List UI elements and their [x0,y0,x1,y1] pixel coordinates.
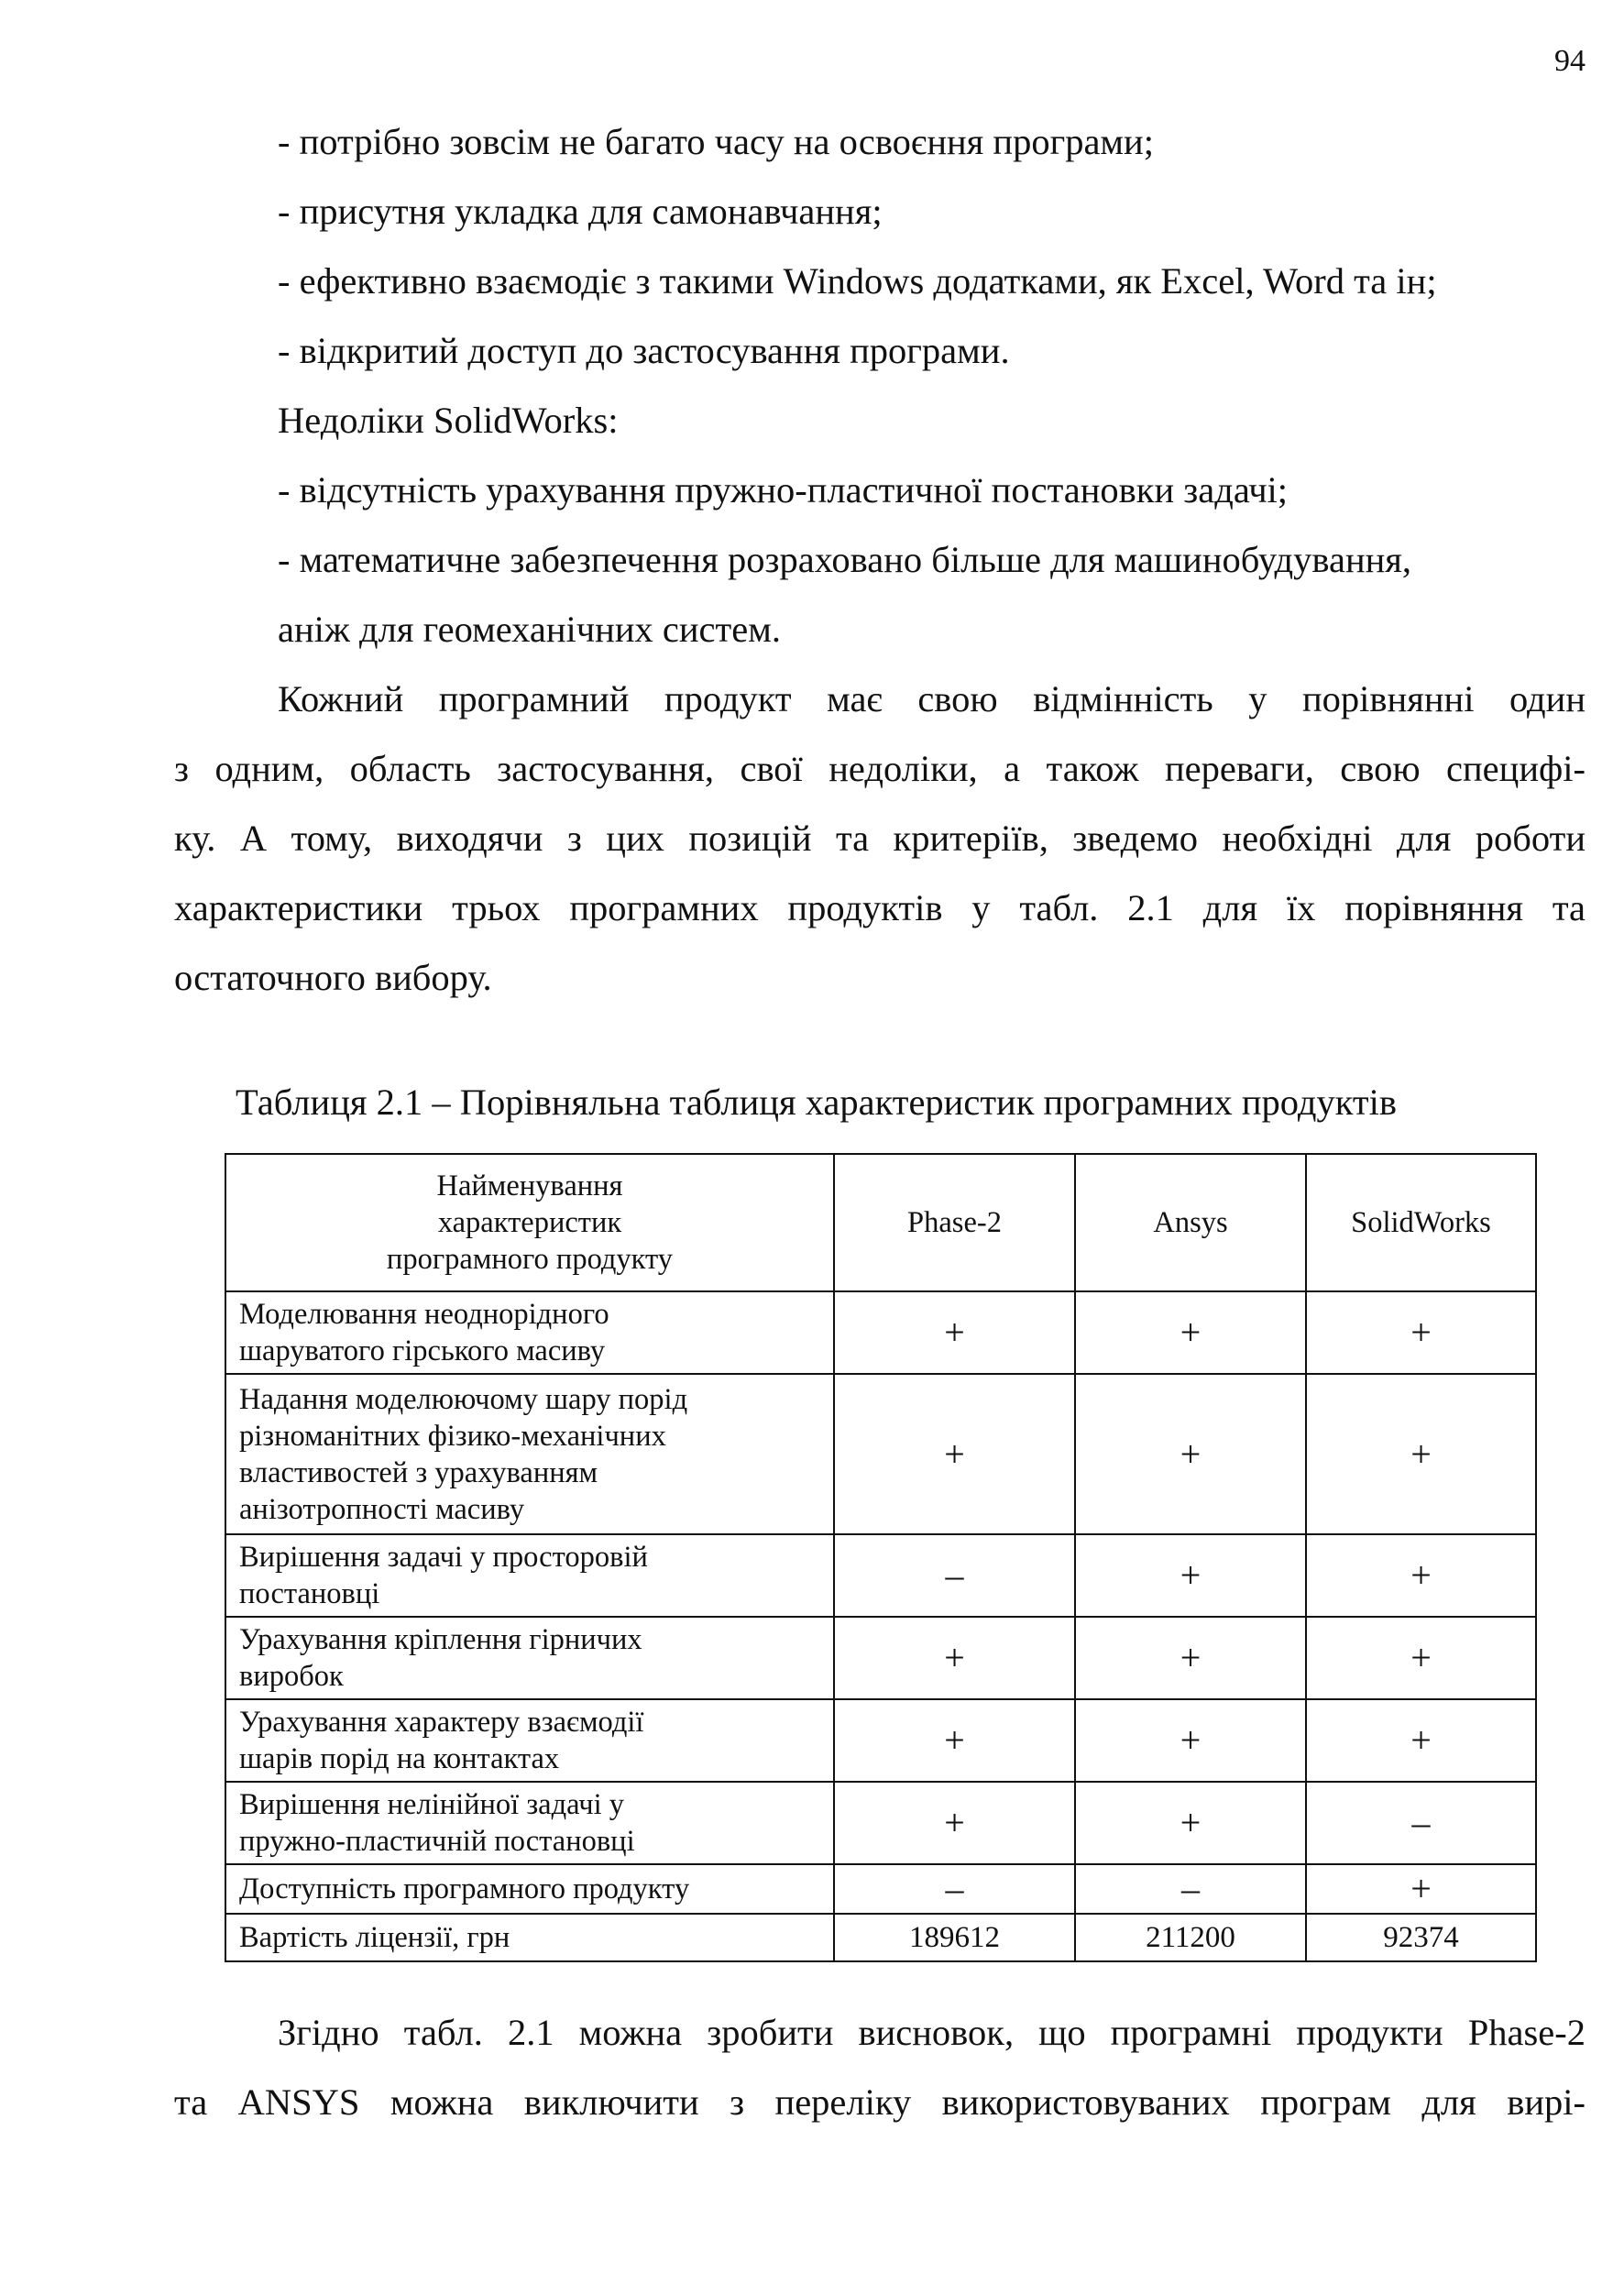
page-number: 94 [1554,44,1586,78]
cell-ansys: + [1075,1291,1306,1374]
disadvantages-heading: Недоліки SolidWorks: [278,400,619,441]
table-row [225,1782,1536,1864]
row-label-line: виробок [239,1660,344,1693]
header-solidworks: SolidWorks [1306,1154,1536,1291]
cell-phase2: + [834,1699,1075,1782]
row-label [225,1374,834,1534]
row-label [225,1782,834,1864]
table-row [225,1534,1536,1617]
body-text-top [174,107,1586,1013]
table-row [225,1699,1536,1782]
paragraph-line: остаточного вибору. [174,957,492,998]
row-label-line: шаруватого гірського масиву [239,1334,606,1367]
advantage-item: - відкритий доступ до застосування програми. [278,330,1010,371]
body-text-bottom [174,1998,1586,2137]
comparison-table [225,1153,1537,1962]
advantage-item: - потрібно зовсім не багато часу на освоєння програми; [278,121,1154,162]
row-label-line: анізотропності масиву [239,1492,525,1526]
row-label [225,1914,834,1961]
table-header-row [225,1154,1536,1291]
row-label-line: постановці [239,1577,380,1610]
row-label-line: пружно-пластичній постановці [239,1825,635,1858]
cell-ansys: + [1075,1617,1306,1699]
cell-solidworks: + [1306,1699,1536,1782]
row-label [225,1291,834,1374]
row-label [225,1864,834,1914]
cell-solidworks: + [1306,1864,1536,1914]
paragraph-line: ку. А тому, виходячи з цих позицій та критеріїв, зведемо необхідні для роботи [174,818,1586,859]
cell-solidworks: + [1306,1617,1536,1699]
row-label [225,1699,834,1782]
row-label-line: Моделювання неоднорідного [239,1298,609,1331]
cell-ansys: + [1075,1374,1306,1534]
paragraph-line: Кожний програмний продукт має свою відмінність у порівнянні один [278,678,1586,719]
row-label-line: Вирішення нелінійної задачі у [239,1788,625,1821]
paragraph-line: характеристики трьох програмних продуктів у табл. 2.1 для їх порівняння та [174,887,1586,928]
cell-phase2: + [834,1617,1075,1699]
cell-ansys: + [1075,1534,1306,1617]
table-caption: Таблиця 2.1 – Порівняльна таблиця характеристик програмних продуктів [236,1082,1397,1123]
table-row [225,1374,1536,1534]
cell-ansys: + [1075,1782,1306,1864]
header-phase2: Phase-2 [834,1154,1075,1291]
row-label-line: Вирішення задачі у просторовій [239,1541,648,1574]
header-name-cell [225,1154,834,1291]
disadvantage-item: - математичне забезпечення розраховано більше для машинобудування, [278,539,1412,580]
cell-solidworks: + [1306,1534,1536,1617]
row-label-line: шарів порід на контактах [239,1742,560,1775]
paragraph-line: та ANSYS можна виключити з переліку використовуваних програм для вирі- [174,2081,1586,2123]
cell-solidworks: 92374 [1306,1914,1536,1961]
row-label-line: Надання моделюючому шару порід [239,1382,688,1416]
row-label [225,1534,834,1617]
row-label-line: різноманітних фізико-механічних [239,1419,666,1453]
cell-solidworks: – [1306,1782,1536,1864]
advantage-item: - ефективно взаємодіє з такими Windows додатками, як Excel, Word та ін; [278,260,1437,302]
row-label-line: Вартість ліцензії, грн [239,1921,510,1954]
table-row [225,1291,1536,1374]
row-label-line: Урахування характеру взаємодії [239,1706,644,1739]
cell-phase2: 189612 [834,1914,1075,1961]
table-row [225,1617,1536,1699]
cell-ansys: – [1075,1864,1306,1914]
cell-phase2: + [834,1374,1075,1534]
cell-ansys: + [1075,1699,1306,1782]
header-name-line: характеристик [437,1206,622,1239]
table-row [225,1864,1536,1914]
row-label-line: властивостей з урахуванням [239,1455,598,1489]
row-label-line: Урахування кріплення гірничих [239,1623,642,1656]
disadvantage-item: - відсутність урахування пружно-пластичної постановки задачі; [278,469,1289,511]
advantage-item: - присутня укладка для самонавчання; [278,191,883,232]
paragraph-line: Згідно табл. 2.1 можна зробити висновок, що програмні продукти Phase-2 [278,2012,1586,2053]
row-label [225,1617,834,1699]
cell-solidworks: + [1306,1374,1536,1534]
cell-phase2: + [834,1291,1075,1374]
table-row [225,1914,1536,1961]
cell-phase2: – [834,1534,1075,1617]
cell-solidworks: + [1306,1291,1536,1374]
disadvantage-item-continuation: аніж для геомеханічних систем. [278,609,781,650]
cell-ansys: 211200 [1075,1914,1306,1961]
paragraph-line: з одним, область застосування, свої недоліки, а також переваги, свою специфі- [174,748,1586,789]
header-name-line: Найменування [436,1169,623,1202]
cell-phase2: + [834,1782,1075,1864]
header-ansys: Ansys [1075,1154,1306,1291]
row-label-line: Доступність програмного продукту [239,1872,690,1905]
cell-phase2: – [834,1864,1075,1914]
header-name-line: програмного продукту [386,1243,674,1276]
